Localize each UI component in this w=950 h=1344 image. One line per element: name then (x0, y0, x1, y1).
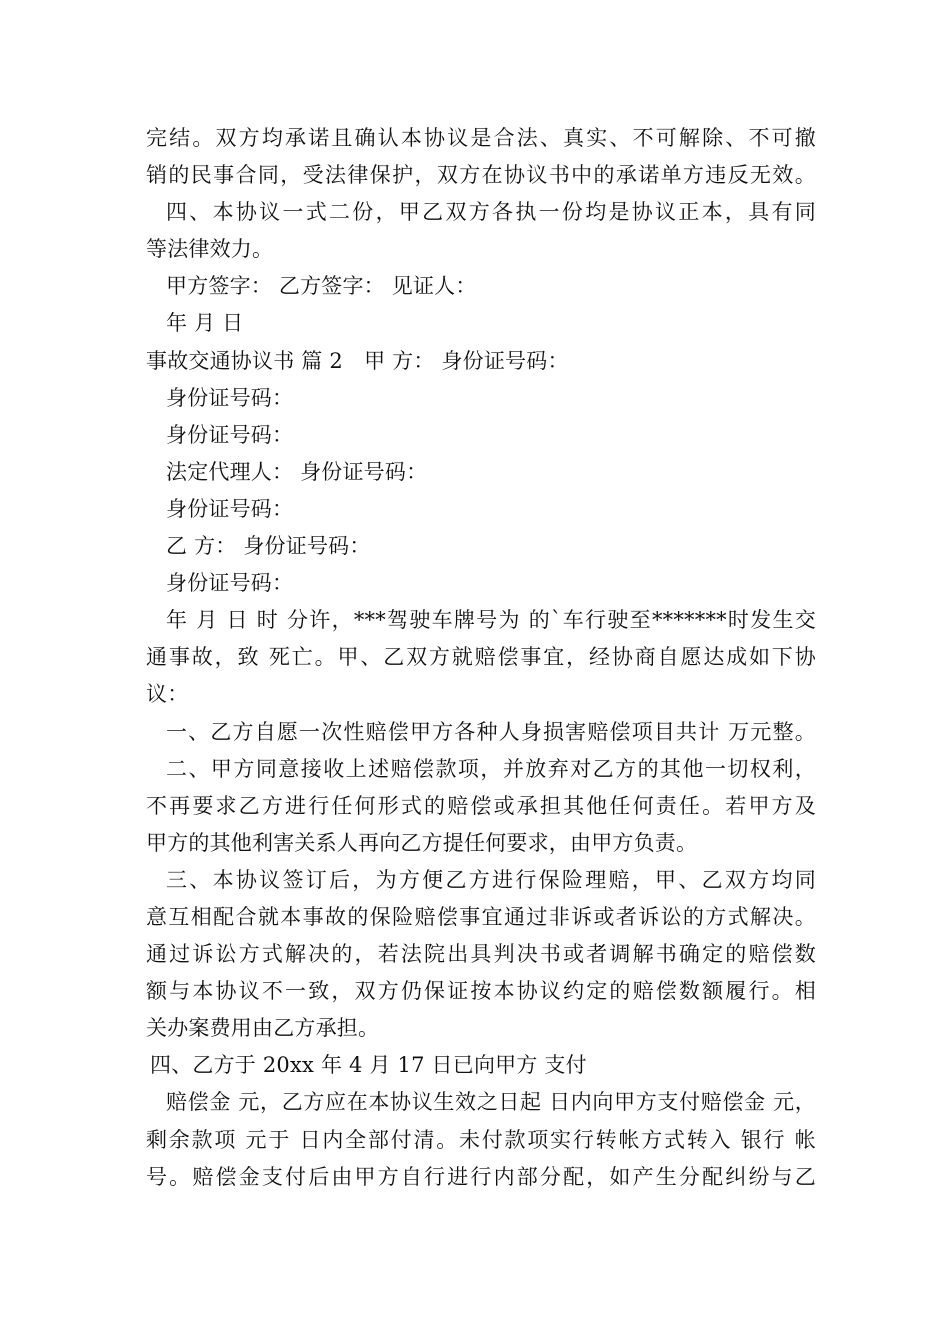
text-line: 剩余款项 元于 日内全部付清。未付款项实行转帐方式转入 银行 帐 (146, 1127, 816, 1152)
text-line: 通过诉讼方式解决的，若法院出具判决书或者调解书确定的赔偿数 (146, 942, 816, 967)
text-line: 一、乙方自愿一次性赔偿甲方各种人身损害赔偿项目共计 万元整。 (166, 719, 816, 744)
text-line: 四、本协议一式二份，甲乙双方各执一份均是协议正本，具有同 (166, 200, 816, 225)
text-line: 身份证号码： (166, 385, 294, 410)
text-line: 四、乙方于 20xx 年 4 月 17 日已向甲方 支付 (150, 1053, 587, 1078)
text-line: 年 月 日 时 分许，***驾驶车牌号为 的`车行驶至*******时发生交 (166, 608, 816, 633)
text-line: 身份证号码： (166, 496, 294, 521)
text-line: 甲方的其他利害关系人再向乙方提任何要求，由甲方负责。 (146, 830, 698, 855)
text-line: 意互相配合就本事故的保险赔偿事宜通过非诉或者诉讼的方式解决。 (146, 904, 816, 929)
text-line: 赔偿金 元，乙方应在本协议生效之日起 日内向甲方支付赔偿金 元， (166, 1090, 816, 1115)
text-line: 法定代理人： 身份证号码： (166, 459, 428, 484)
text-line: 关办案费用由乙方承担。 (146, 1016, 380, 1041)
text-line: 不再要求乙方进行任何形式的赔偿或承担其他任何责任。若甲方及 (146, 793, 816, 818)
text-line: 等法律效力。 (146, 237, 274, 262)
text-line: 身份证号码： (166, 571, 294, 596)
section-heading: 事故交通协议书 篇 2 甲 方： 身份证号码： (146, 348, 569, 373)
signature-line: 甲方签字： 乙方签字： 见证人： (166, 274, 477, 299)
text-line: 完结。双方均承诺且确认本协议是合法、真实、不可解除、不可撤 (146, 126, 816, 150)
text-line: 额与本协议不一致，双方仍保证按本协议约定的赔偿数额履行。相 (146, 979, 816, 1004)
document-body (146, 120, 816, 1196)
text-line: 乙 方： 身份证号码： (166, 534, 371, 559)
text-line: 销的民事合同，受法律保护，双方在协议书中的承诺单方违反无效。 (146, 163, 816, 188)
text-line: 二、甲方同意接收上述赔偿款项，并放弃对乙方的其他一切权利， (166, 756, 816, 781)
text-line: 议： (146, 682, 189, 707)
date-line: 年 月 日 (166, 311, 244, 336)
text-line: 三、本协议签订后，为方便乙方进行保险理赔，甲、乙双方均同 (166, 867, 816, 892)
text-line: 号。赔偿金支付后由甲方自行进行内部分配，如产生分配纠纷与乙 (146, 1164, 816, 1189)
text-line: 身份证号码： (166, 422, 294, 447)
text-line: 通事故，致 死亡。甲、乙双方就赔偿事宜，经协商自愿达成如下协 (146, 645, 816, 670)
